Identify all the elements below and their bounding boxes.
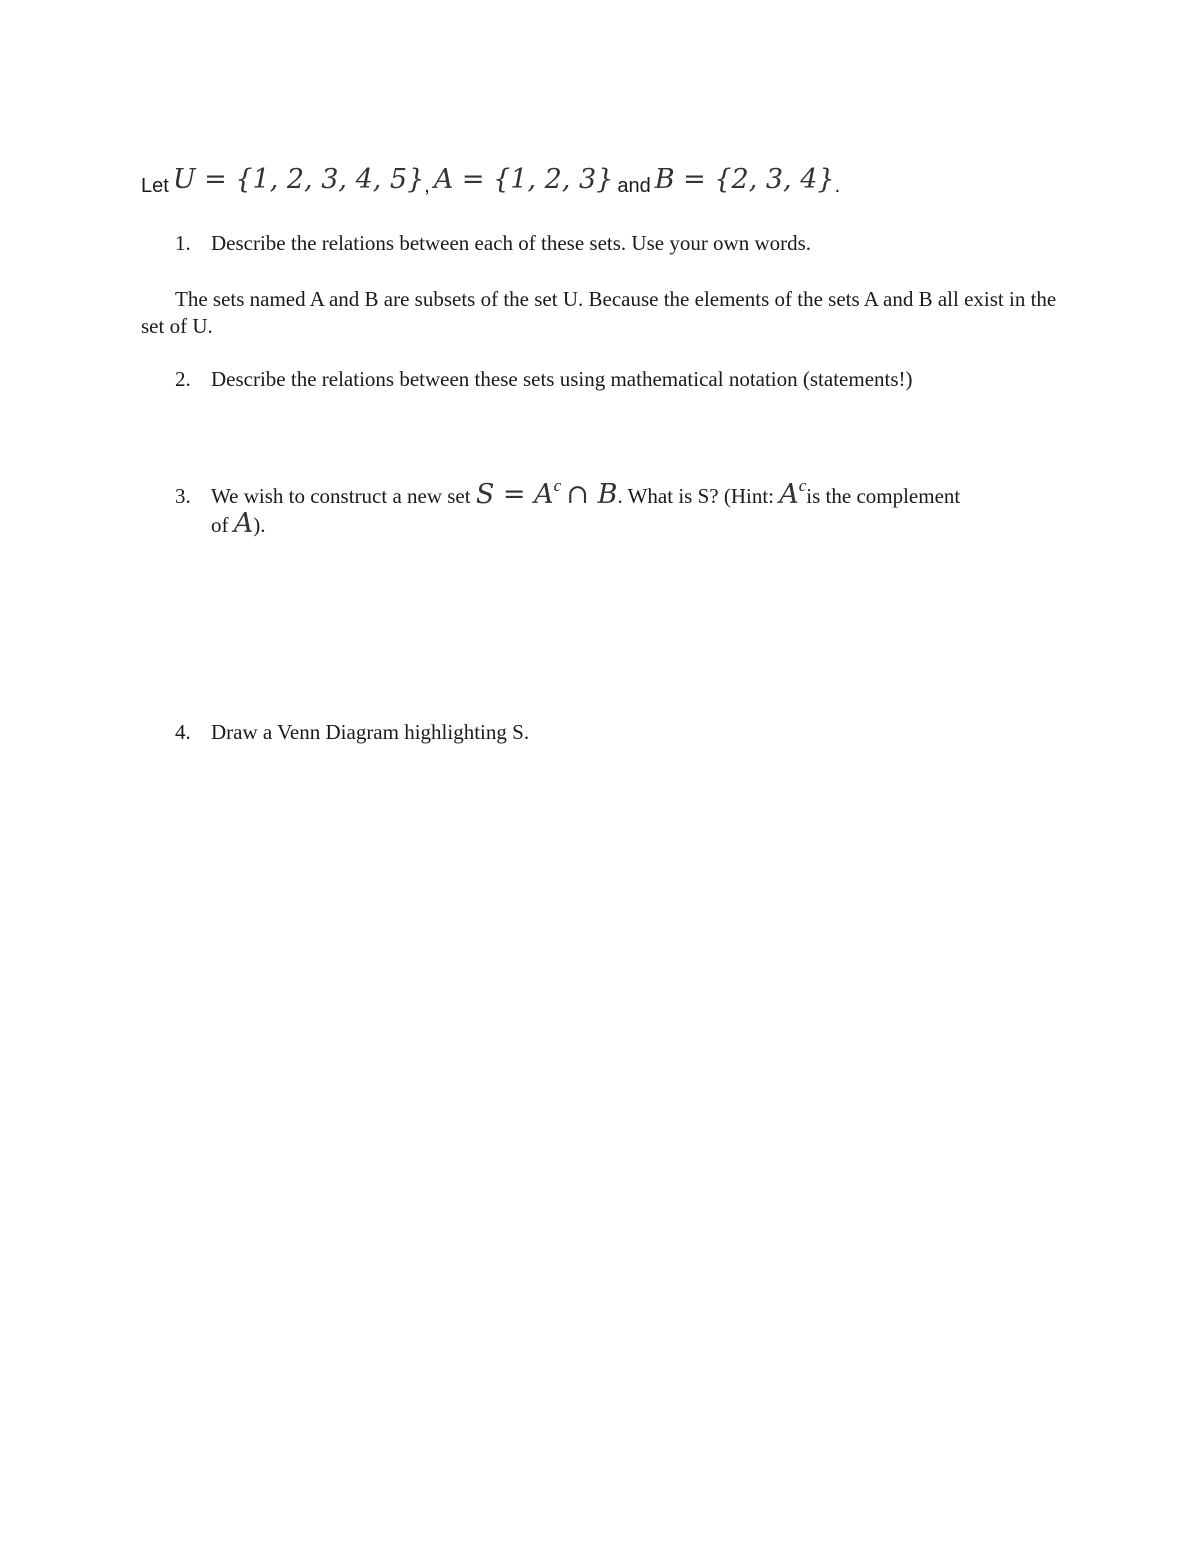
set-b-definition: B = {2, 3, 4} <box>654 164 835 195</box>
intersection-formula: ∩ B <box>566 479 618 510</box>
question-number: 3. <box>175 484 191 508</box>
question-continuation <box>175 510 1075 539</box>
question-2 <box>175 367 913 392</box>
answer-1 <box>141 286 1081 340</box>
question-number: 1. <box>175 231 191 255</box>
question-text-mid: . What is S? (Hint: <box>617 484 774 508</box>
period-text: . <box>834 175 841 197</box>
question-text: Describe the relations between each of these sets. Use your own words. <box>211 231 812 255</box>
let-text: Let <box>141 175 169 197</box>
and-text: and <box>617 175 651 197</box>
hint-complement-superscript: c <box>798 476 807 495</box>
set-s-formula: S = A <box>475 479 554 510</box>
problem-statement <box>141 164 840 195</box>
set-u-definition: U = {1, 2, 3, 4, 5} <box>172 164 425 195</box>
question-4 <box>175 720 529 745</box>
question-1 <box>175 231 811 256</box>
question-number: 4. <box>175 720 191 744</box>
question-text: Draw a Venn Diagram highlighting S. <box>211 720 530 744</box>
answer-text: The sets named A and B are subsets of the set U. Because the elements of the sets A and B all exist in the set of U. <box>141 287 1057 338</box>
continuation-set-a: A <box>233 508 254 539</box>
continuation-text: of <box>211 513 229 537</box>
hint-set-a: A <box>779 479 799 510</box>
comma-text: , <box>424 175 430 197</box>
set-a-definition: A = {1, 2, 3} <box>433 164 614 195</box>
question-text: Describe the relations between these sets using mathematical notation (statements!) <box>211 367 913 391</box>
continuation-end: ). <box>253 513 266 537</box>
question-number: 2. <box>175 367 191 391</box>
complement-superscript: c <box>553 476 562 495</box>
question-text-after: is the complement <box>806 484 961 508</box>
question-3 <box>175 472 1075 539</box>
question-text-before: We wish to construct a new set <box>211 484 471 508</box>
